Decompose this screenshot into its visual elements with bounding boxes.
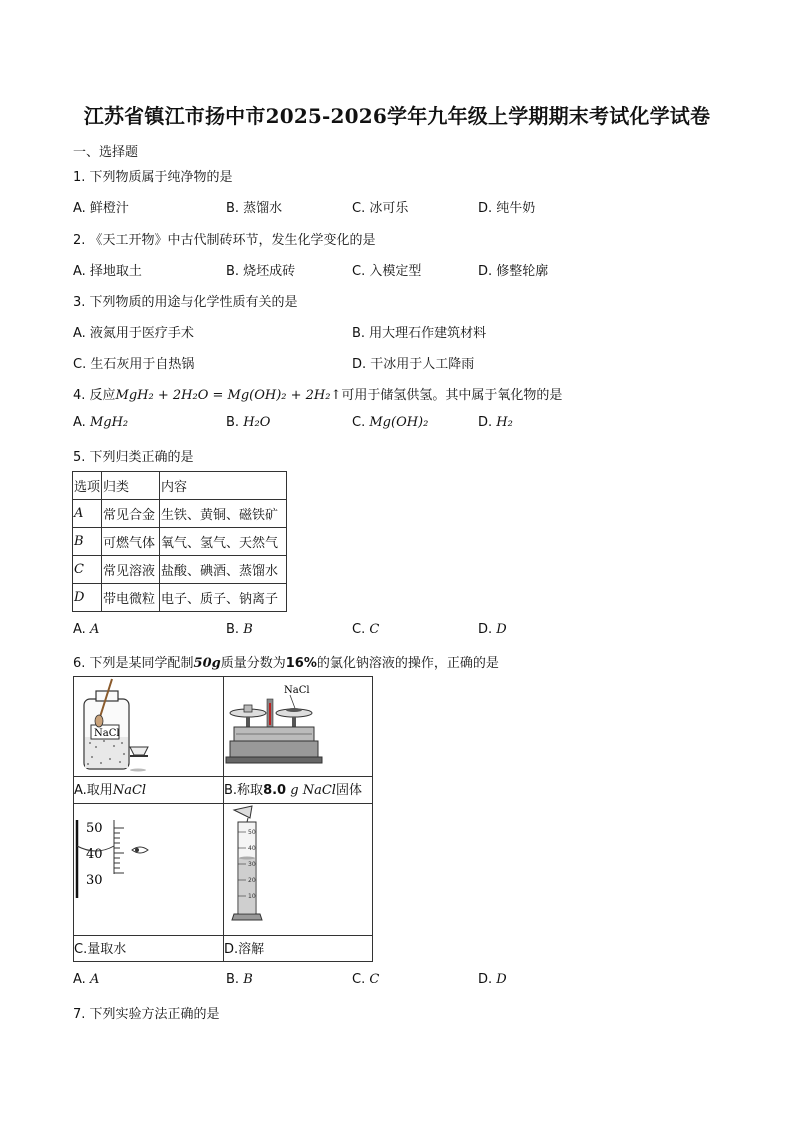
tick-label: 10 — [248, 893, 256, 900]
q1-option-c: C. 冰可乐 — [352, 201, 409, 216]
scale-label-50: 50 — [86, 821, 103, 836]
q2-option-d: D. 修整轮廓 — [478, 264, 549, 279]
q4-option-c: C. Mg(OH)₂ — [352, 415, 429, 430]
q4-option-b: B. H₂O — [226, 415, 271, 430]
q6-caption-a: A.取用NaCl — [74, 783, 147, 798]
tick-label: 50 — [248, 829, 256, 836]
q5-table — [72, 471, 287, 612]
q5-option-d: D. D — [478, 622, 507, 637]
table-cell: 氧气、氢气、天然气 — [160, 528, 287, 556]
table-cell: 盐酸、碘酒、蒸馏水 — [160, 556, 287, 584]
q6-figure-grid — [73, 676, 373, 962]
q1-option-b: B. 蒸馏水 — [226, 201, 283, 216]
q4-stem-prefix: 4. 反应 — [73, 388, 116, 403]
bottle-label: NaCl — [94, 728, 120, 739]
dissolve-cylinder-illustration — [224, 804, 372, 935]
q4-option-d: D. H₂ — [478, 415, 513, 430]
question-5-stem: 5. 下列归类正确的是 — [73, 450, 194, 465]
question-7-stem: 7. 下列实验方法正确的是 — [73, 1007, 220, 1022]
table-row — [73, 528, 287, 556]
tick-label: 40 — [248, 845, 256, 852]
section-heading: 一、选择题 — [73, 145, 139, 160]
question-1-stem: 1. 下列物质属于纯净物的是 — [73, 170, 233, 185]
table-header-row — [73, 472, 287, 500]
cylinder-reading-illustration — [74, 804, 223, 935]
q4-option-a: A. MgH₂ — [73, 415, 129, 430]
table-row — [73, 500, 287, 528]
q3-option-b: B. 用大理石作建筑材料 — [352, 326, 487, 341]
q6-mass: 50g — [193, 656, 221, 671]
table-header-cell: 归类 — [102, 472, 160, 500]
balance-illustration — [224, 677, 372, 776]
table-cell: C — [73, 556, 102, 584]
table-cell: 常见合金 — [102, 500, 160, 528]
scale-label-40: 40 — [86, 847, 103, 862]
q3-option-c: C. 生石灰用于自热锅 — [73, 357, 195, 372]
q3-option-a: A. 液氮用于医疗手术 — [73, 326, 194, 341]
tick-label: 30 — [248, 861, 256, 868]
question-3-stem: 3. 下列物质的用途与化学性质有关的是 — [73, 295, 298, 310]
q6-option-a: A. A — [73, 972, 100, 987]
q6-option-d: D. D — [478, 972, 507, 987]
q6-caption-b: B.称取8.0 g NaCl固体 — [224, 783, 362, 798]
q6-caption-d: D.溶解 — [224, 942, 265, 957]
eye-icon — [132, 847, 148, 853]
q1-option-d: D. 纯牛奶 — [478, 201, 536, 216]
q6-option-b: B. B — [226, 972, 253, 987]
table-cell: B — [73, 528, 102, 556]
tick-label: 20 — [248, 877, 256, 884]
q4-equation: MgH₂ + 2H₂O = Mg(OH)₂ + 2H₂↑ — [115, 388, 342, 403]
table-header-cell: 内容 — [160, 472, 287, 500]
table-cell: 带电微粒 — [102, 584, 160, 612]
table-cell: 生铁、黄铜、磁铁矿 — [160, 500, 287, 528]
q6-percent: 16% — [285, 656, 317, 671]
question-4-stem — [73, 384, 562, 403]
balance-label: NaCl — [284, 685, 310, 696]
table-cell: 电子、质子、钠离子 — [160, 584, 287, 612]
question-6-stem: 6. 下列是某同学配制50g质量分数为16%的氯化钠溶液的操作，正确的是 — [73, 656, 499, 671]
table-cell: D — [73, 584, 102, 612]
reagent-bottle-illustration — [74, 677, 223, 776]
table-cell: A — [73, 500, 102, 528]
q5-option-b: B. B — [226, 622, 253, 637]
q6-option-c: C. C — [352, 972, 380, 987]
q5-option-a: A. A — [73, 622, 100, 637]
page-title: 江苏省镇江市扬中市2025-2026学年九年级上学期期末考试化学试卷 — [83, 104, 711, 128]
question-2-stem: 2. 《天工开物》中古代制砖环节，发生化学变化的是 — [73, 233, 376, 248]
q3-option-d: D. 干冰用于人工降雨 — [352, 357, 475, 372]
table-cell: 可燃气体 — [102, 528, 160, 556]
table-cell: 常见溶液 — [102, 556, 160, 584]
q2-option-b: B. 烧坯成砖 — [226, 264, 296, 279]
table-header-cell: 选项 — [73, 472, 102, 500]
q2-option-a: A. 择地取土 — [73, 264, 142, 279]
q2-option-c: C. 入模定型 — [352, 264, 422, 279]
q5-option-c: C. C — [352, 622, 380, 637]
q1-option-a: A. 鲜橙汁 — [73, 201, 129, 216]
table-row — [73, 584, 287, 612]
table-row — [73, 556, 287, 584]
scale-label-30: 30 — [86, 873, 103, 888]
q6-caption-c: C.量取水 — [74, 942, 127, 957]
q4-stem-suffix: 可用于储氢供氢。其中属于氧化物的是 — [341, 388, 563, 403]
